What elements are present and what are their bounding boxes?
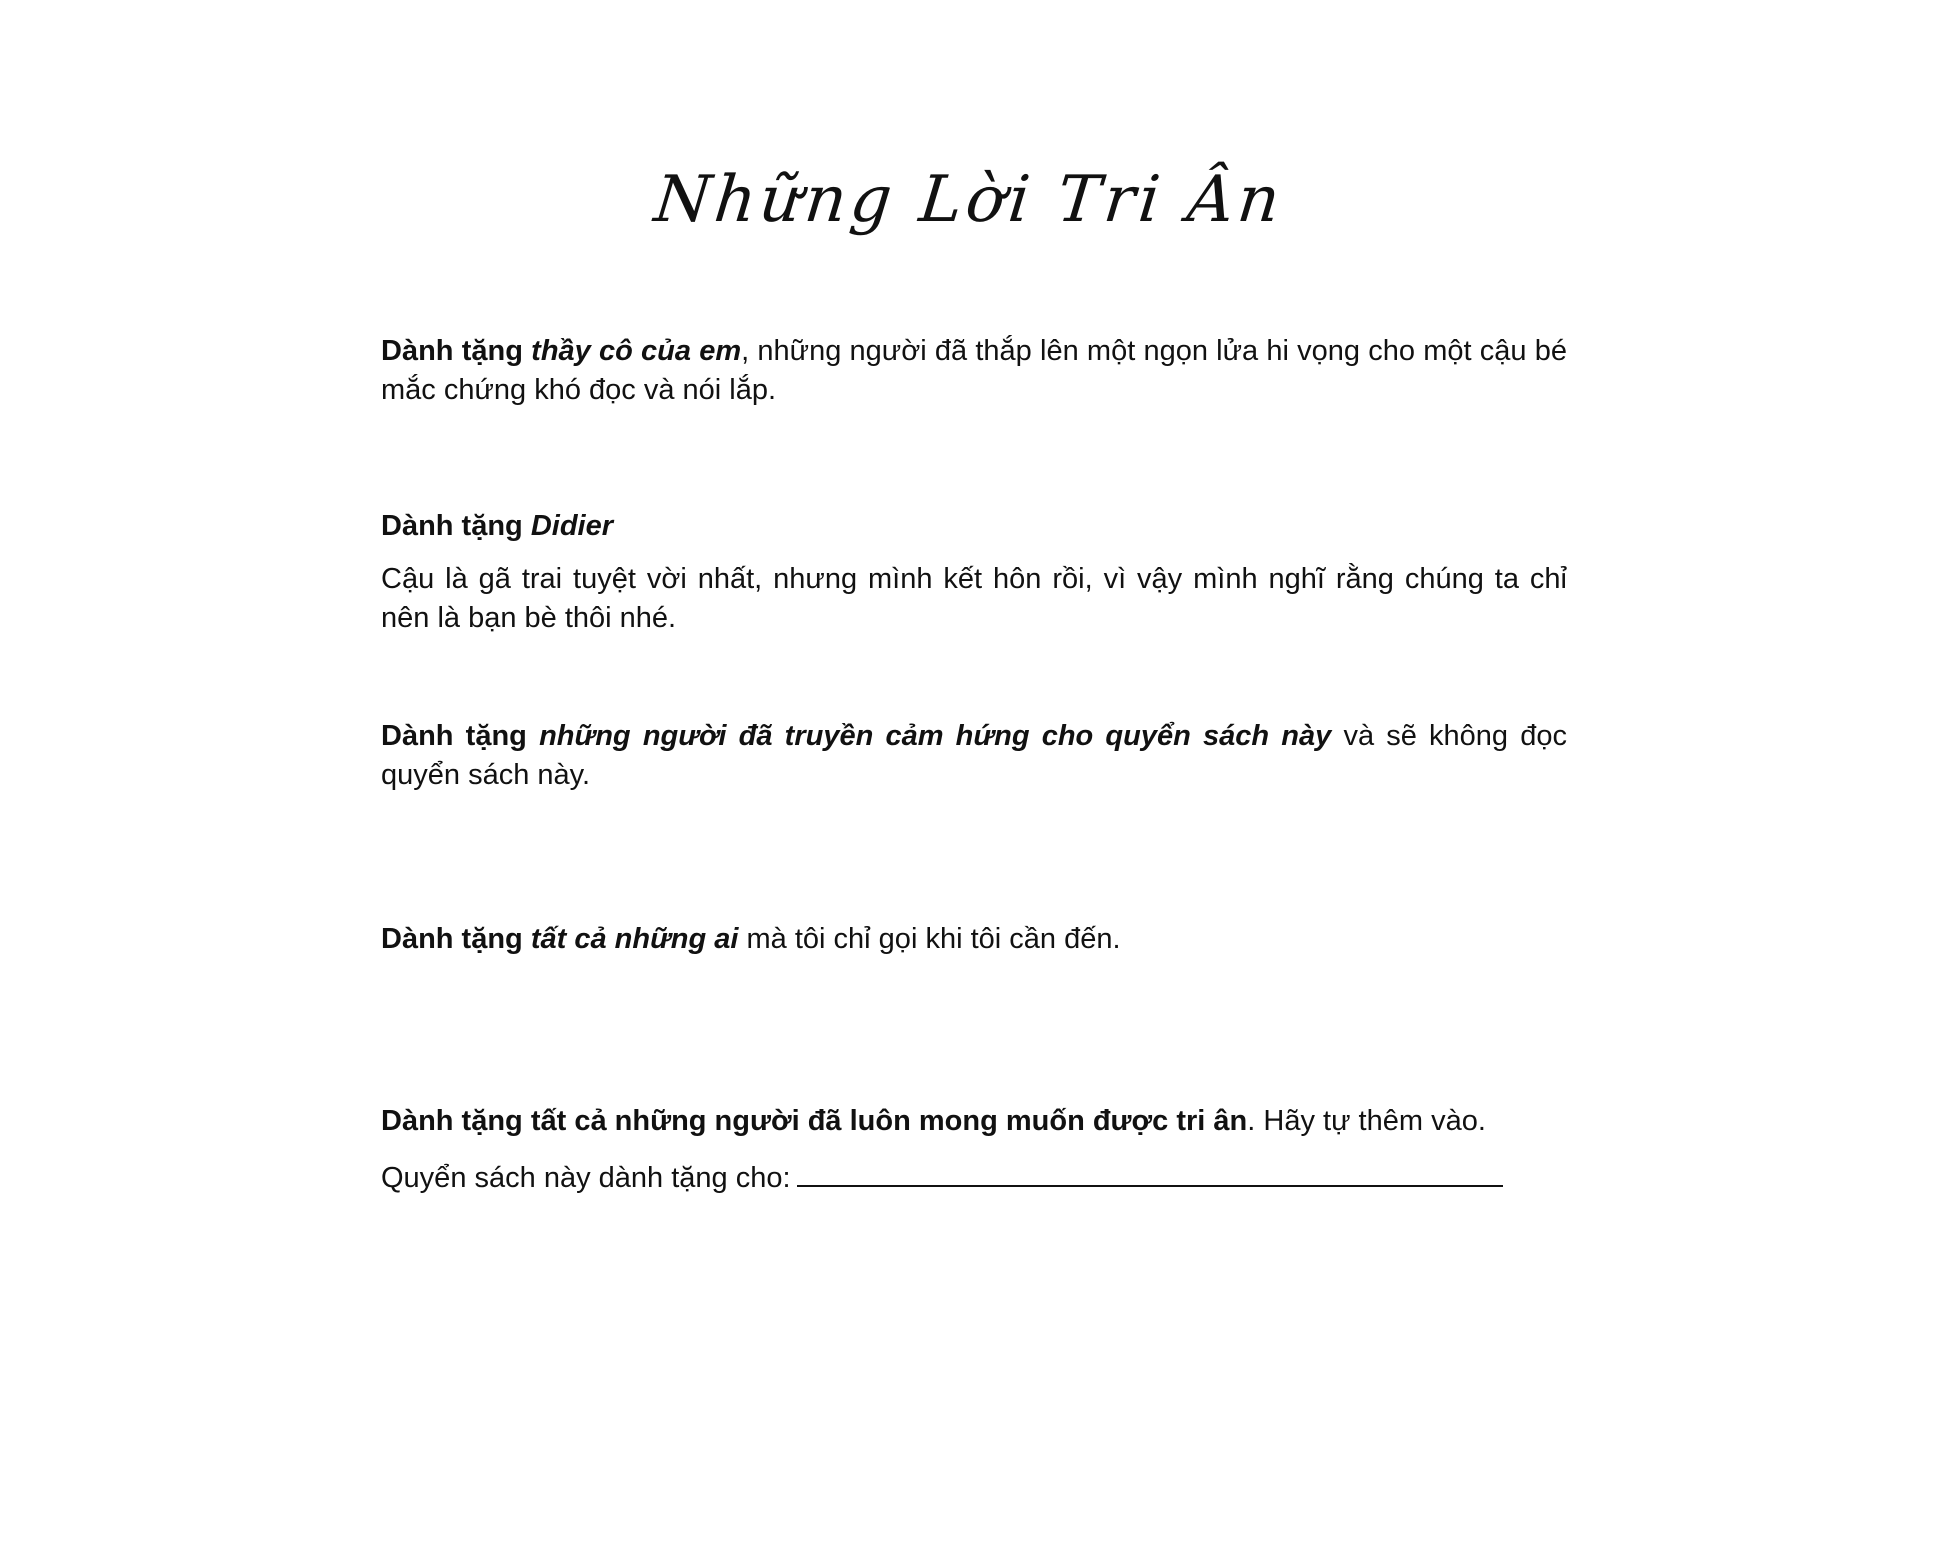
blank-label: Quyển sách này dành tặng cho: — [381, 1162, 791, 1194]
dedication-inspirers — [381, 717, 1567, 795]
dedication-emphasis: thầy cô của em — [531, 335, 742, 367]
dedication-rest: và sẽ không đọc quyển sách này. — [381, 720, 1567, 791]
dedication-rest: mà tôi chỉ gọi khi tôi cần đến. — [738, 923, 1121, 955]
dedication-text — [381, 920, 1567, 959]
dedication-teachers — [381, 332, 1567, 410]
dedication-lead: Dành tặng — [381, 335, 523, 367]
dedication-blank-line — [381, 1155, 1567, 1198]
dedication-text — [381, 332, 1567, 410]
dedication-text — [381, 1102, 1567, 1141]
dedication-text — [381, 717, 1567, 795]
dedication-bold: Dành tặng tất cả những người đã luôn mong muốn được tri ân — [381, 1105, 1248, 1137]
dedication-lead: Dành tặng — [381, 720, 527, 752]
page-title: Những Lời Tri Ân — [650, 163, 1288, 237]
dedication-didier-body — [381, 560, 1567, 638]
dedication-body: Cậu là gã trai tuyệt vời nhất, nhưng mình kết hôn rồi, vì vậy mình nghĩ rằng chúng ta chỉ nên là bạn bè thôi nhé. — [381, 563, 1567, 634]
dedication-text — [381, 507, 1567, 546]
dedication-all-who — [381, 920, 1567, 959]
dedication-emphasis: tất cả những ai — [530, 923, 739, 955]
dedication-rest: . Hãy tự thêm vào. — [1247, 1105, 1486, 1137]
dedication-text — [381, 1155, 1567, 1198]
dedication-everyone — [381, 1102, 1567, 1141]
dedication-emphasis: những người đã truyền cảm hứng cho quyển sách này — [539, 720, 1332, 752]
dedication-lead: Dành tặng — [381, 510, 523, 542]
dedication-didier-heading — [381, 507, 1567, 546]
dedication-emphasis: Didier — [530, 510, 614, 542]
dedication-lead: Dành tặng — [381, 923, 523, 955]
dedication-rest: , những người đã thắp lên một ngọn lửa hi vọng cho một cậu bé mắc chứng khó đọc và nói lắp. — [381, 335, 1567, 406]
fill-in-blank — [797, 1155, 1503, 1187]
